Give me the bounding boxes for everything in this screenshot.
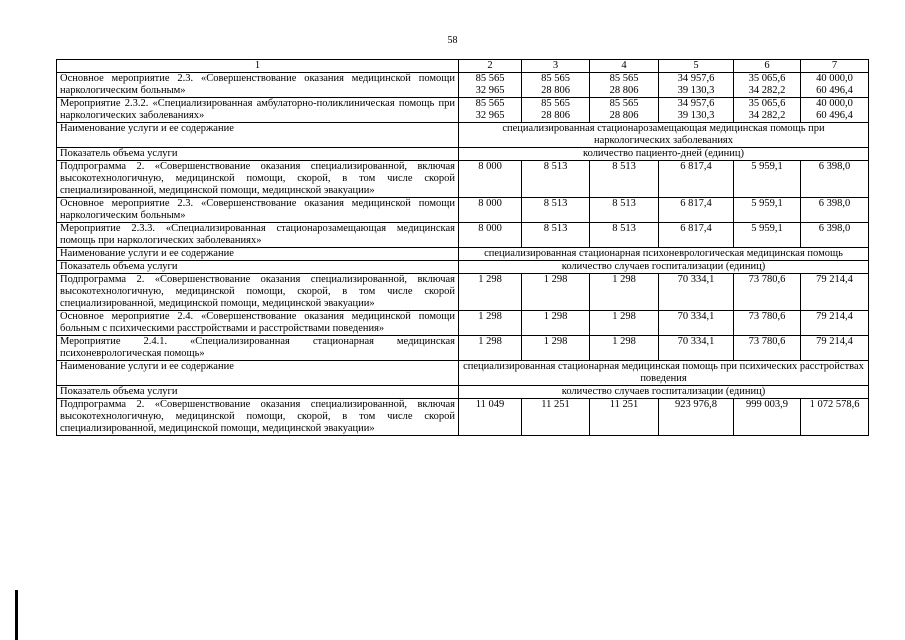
table-row xyxy=(57,311,869,336)
table-row xyxy=(57,148,869,161)
value-line-1: 85 565 xyxy=(541,98,570,109)
value-cell: 1 298 xyxy=(590,336,659,361)
value-cell: 73 780,6 xyxy=(734,274,801,311)
column-header-5: 5 xyxy=(659,60,734,73)
service-description: количество случаев госпитализации (единиц) xyxy=(459,261,869,274)
value-cell: 6 817,4 xyxy=(659,161,734,198)
value-line-1: 85 565 xyxy=(541,73,570,84)
value-cell: 8 000 xyxy=(459,161,522,198)
table-row xyxy=(57,123,869,148)
row-label: Мероприятие 2.3.3. «Специализированная стационарозамещающая медицинская помощь при наркологических заболеваниях» xyxy=(57,223,459,248)
value-cell: 5 959,1 xyxy=(734,161,801,198)
table-row xyxy=(57,73,869,98)
value-cell: 70 334,1 xyxy=(659,336,734,361)
row-label: Мероприятие 2.4.1. «Специализированная стационарная медицинская психоневрологическая помощь» xyxy=(57,336,459,361)
value-line-1: 85 565 xyxy=(609,73,639,84)
value-cell: 1 298 xyxy=(459,274,522,311)
value-line-1: 40 000,0 xyxy=(816,73,853,84)
value-cell: 79 214,4 xyxy=(801,311,869,336)
service-description: специализированная стационарная психоневрологическая медицинская помощь xyxy=(459,248,869,261)
value-line-2: 32 965 xyxy=(475,85,505,96)
value-cell: 1 298 xyxy=(522,311,590,336)
value-cell: 923 976,8 xyxy=(659,399,734,436)
value-cell: 5 959,1 xyxy=(734,223,801,248)
table-row xyxy=(57,198,869,223)
column-header-1: 1 xyxy=(57,60,459,73)
value-cell xyxy=(734,98,801,123)
value-line-2: 39 130,3 xyxy=(677,110,715,121)
value-line-1: 85 565 xyxy=(609,98,639,109)
table-row xyxy=(57,274,869,311)
value-cell: 8 513 xyxy=(590,198,659,223)
value-cell: 8 513 xyxy=(522,223,590,248)
value-line-1: 40 000,0 xyxy=(816,98,853,109)
value-cell xyxy=(659,98,734,123)
value-cell: 1 298 xyxy=(522,336,590,361)
value-cell: 6 817,4 xyxy=(659,198,734,223)
row-label: Наименование услуги и ее содержание xyxy=(57,248,459,261)
value-cell: 8 000 xyxy=(459,198,522,223)
value-cell: 1 298 xyxy=(522,274,590,311)
row-label: Основное мероприятие 2.3. «Совершенствование оказания медицинской помощи наркологическим больным» xyxy=(57,73,459,98)
table-row xyxy=(57,261,869,274)
table-row xyxy=(57,361,869,386)
value-cell xyxy=(522,73,590,98)
table-row xyxy=(57,336,869,361)
value-line-1: 85 565 xyxy=(475,73,505,84)
header-row xyxy=(57,60,869,73)
column-header-6: 6 xyxy=(734,60,801,73)
value-cell: 1 298 xyxy=(590,311,659,336)
service-description: специализированная стационарная медицинская помощь при психических расстройствах поведения xyxy=(459,361,869,386)
table-row xyxy=(57,399,869,436)
value-cell: 6 398,0 xyxy=(801,198,869,223)
row-label: Подпрограмма 2. «Совершенствование оказания специализированной, включая высокотехнологичную, медицинской помощи, скорой, в том числе скорой специализированной, медицинской помощи, медицинской эвакуации» xyxy=(57,399,459,436)
value-cell: 79 214,4 xyxy=(801,274,869,311)
table-row xyxy=(57,386,869,399)
column-header-3: 3 xyxy=(522,60,590,73)
binding-edge-mark xyxy=(15,590,18,640)
value-cell: 999 003,9 xyxy=(734,399,801,436)
value-cell: 79 214,4 xyxy=(801,336,869,361)
value-cell: 11 251 xyxy=(522,399,590,436)
value-cell xyxy=(590,73,659,98)
row-label: Показатель объема услуги xyxy=(57,261,459,274)
value-line-1: 34 957,6 xyxy=(677,73,715,84)
value-cell xyxy=(459,98,522,123)
row-label: Показатель объема услуги xyxy=(57,148,459,161)
value-cell: 5 959,1 xyxy=(734,198,801,223)
value-line-2: 60 496,4 xyxy=(816,110,853,121)
value-cell: 6 398,0 xyxy=(801,161,869,198)
value-cell: 11 251 xyxy=(590,399,659,436)
value-line-2: 28 806 xyxy=(609,85,639,96)
value-cell: 8 513 xyxy=(522,161,590,198)
table-row xyxy=(57,161,869,198)
column-header-4: 4 xyxy=(590,60,659,73)
value-cell xyxy=(590,98,659,123)
value-line-1: 35 065,6 xyxy=(748,98,786,109)
value-line-2: 34 282,2 xyxy=(748,85,786,96)
budget-table xyxy=(56,59,869,436)
row-label: Наименование услуги и ее содержание xyxy=(57,361,459,386)
value-line-2: 32 965 xyxy=(475,110,505,121)
value-line-1: 34 957,6 xyxy=(677,98,715,109)
value-line-1: 85 565 xyxy=(475,98,505,109)
value-cell: 8 513 xyxy=(522,198,590,223)
value-cell: 8 513 xyxy=(590,223,659,248)
value-cell: 73 780,6 xyxy=(734,311,801,336)
row-label: Основное мероприятие 2.3. «Совершенствование оказания медицинской помощи наркологическим больным» xyxy=(57,198,459,223)
value-cell xyxy=(459,73,522,98)
value-cell: 1 072 578,6 xyxy=(801,399,869,436)
service-description: количество случаев госпитализации (единиц) xyxy=(459,386,869,399)
service-description: количество пациенто-дней (единиц) xyxy=(459,148,869,161)
value-cell xyxy=(522,98,590,123)
value-cell: 1 298 xyxy=(590,274,659,311)
value-line-2: 39 130,3 xyxy=(677,85,715,96)
value-line-2: 28 806 xyxy=(541,85,570,96)
table-row xyxy=(57,98,869,123)
row-label: Подпрограмма 2. «Совершенствование оказания специализированной, включая высокотехнологичную, медицинской помощи, скорой, в том числе скорой специализированной, медицинской помощи, медицинской эвакуации» xyxy=(57,274,459,311)
column-header-2: 2 xyxy=(459,60,522,73)
value-cell: 1 298 xyxy=(459,311,522,336)
table-row xyxy=(57,248,869,261)
column-header-7: 7 xyxy=(801,60,869,73)
value-line-2: 28 806 xyxy=(609,110,639,121)
service-description: специализированная стационарозамещающая медицинская помощь при наркологических заболеваниях xyxy=(459,123,869,148)
row-label: Мероприятие 2.3.2. «Специализированная амбулаторно-поликлиническая помощь при наркологических заболеваниях» xyxy=(57,98,459,123)
value-line-2: 28 806 xyxy=(541,110,570,121)
row-label: Показатель объема услуги xyxy=(57,386,459,399)
row-label: Подпрограмма 2. «Совершенствование оказания специализированной, включая высокотехнологичную, медицинской помощи, скорой, в том числе скорой специализированной, медицинской помощи, медицинской эвакуации» xyxy=(57,161,459,198)
value-cell: 6 398,0 xyxy=(801,223,869,248)
value-cell: 73 780,6 xyxy=(734,336,801,361)
value-cell: 8 000 xyxy=(459,223,522,248)
value-cell: 70 334,1 xyxy=(659,274,734,311)
table-row xyxy=(57,223,869,248)
value-cell: 6 817,4 xyxy=(659,223,734,248)
value-cell xyxy=(734,73,801,98)
value-line-1: 35 065,6 xyxy=(748,73,786,84)
page-number: 58 xyxy=(447,35,458,46)
value-cell: 1 298 xyxy=(459,336,522,361)
value-cell xyxy=(801,73,869,98)
value-line-2: 34 282,2 xyxy=(748,110,786,121)
value-cell: 11 049 xyxy=(459,399,522,436)
value-cell: 8 513 xyxy=(590,161,659,198)
value-cell xyxy=(659,73,734,98)
row-label: Наименование услуги и ее содержание xyxy=(57,123,459,148)
row-label: Основное мероприятие 2.4. «Совершенствование оказания медицинской помощи больным с психическими расстройствами и расстройствами поведения» xyxy=(57,311,459,336)
value-cell: 70 334,1 xyxy=(659,311,734,336)
value-cell xyxy=(801,98,869,123)
value-line-2: 60 496,4 xyxy=(816,85,853,96)
